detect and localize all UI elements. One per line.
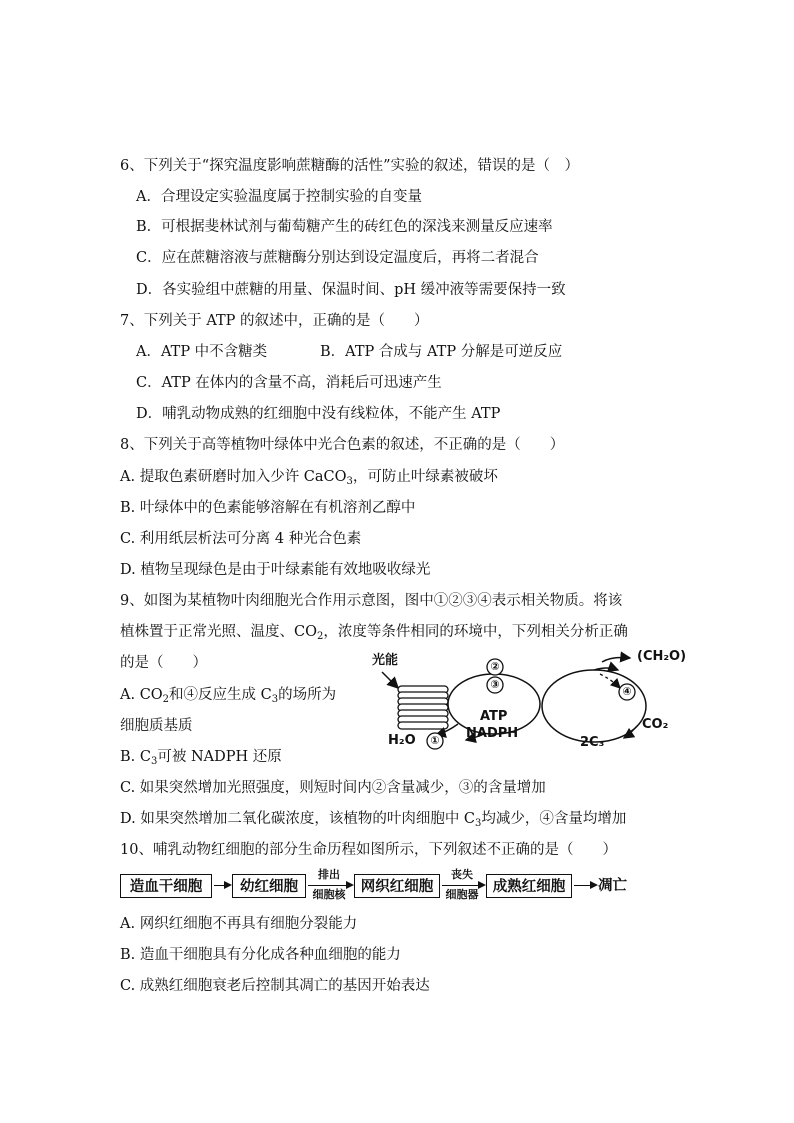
q7-option-c: C．ATP 在体内的含量不高，消耗后可迅速产生 [136,375,442,391]
flow-box-hematopoietic-stem-cell: 造血干细胞 [120,874,212,898]
q9-option-b: B. $C_3$可被 NADPH 还原 [120,749,282,767]
light-energy-label: 光能 [372,653,399,668]
q7-option-b: B．ATP 合成与 ATP 分解是可逆反应 [320,344,563,360]
c3-label: 2C₃ [580,735,605,750]
q7-option-d: D．哺乳动物成熟的红细胞中没有线粒体，不能产生 ATP [136,406,501,422]
flow-label-nucleus: 细胞核 [312,888,346,901]
q6-option-b: B．可根据斐林试剂与葡萄糖产生的砖红色的深浅来测量反应速率 [136,219,553,235]
flow-arrow-1 [214,885,230,886]
q7-option-a: A．ATP 中不含糖类 [136,344,268,360]
photosynthesis-diagram [362,648,702,760]
flow-box-erythroblast: 幼红细胞 [232,874,306,898]
flow-label-organelles: 细胞器 [445,888,479,901]
q9-option-d: D. 如果突然增加二氧化碳浓度，该植物的叶肉细胞中 $C_3$均减少，④含量均增加 [120,811,627,829]
label-2: ② [490,660,500,673]
q8-option-b: B. 叶绿体中的色素能够溶解在有机溶剂乙醇中 [120,500,416,516]
q10-stem: 10、哺乳动物红细胞的部分生命历程如图所示，下列叙述不正确的是（ ） [120,842,617,858]
q10-option-c: C. 成熟红细胞衰老后控制其凋亡的基因开始表达 [120,978,430,994]
q9-stem-line3: 的是（ ） [120,655,207,671]
flow-arrow-4 [574,885,596,886]
q7-stem: 7、下列关于 ATP 的叙述中，正确的是（ ） [120,313,429,329]
label-4: ④ [622,685,632,698]
nadph-label: NADPH [466,726,519,741]
flow-end-apoptosis: 凋亡 [598,877,627,894]
flow-box-reticulocyte: 网织红细胞 [354,874,440,898]
thylakoid-stack [398,686,448,729]
dashed-arrow [600,674,620,688]
q9-option-a-cont: 细胞质基质 [120,718,193,734]
atp-label: ATP [480,709,508,724]
q8-option-d: D. 植物呈现绿色是由于叶绿素能有效地吸收绿光 [120,562,431,578]
co2-label: CO₂ [642,717,669,732]
q9-stem-line2: 植株置于正常光照、温度、$CO_2$，浓度等条件相同的环境中，下列相关分析正确 [120,624,628,642]
calvin-cycle [542,670,646,742]
q10-option-a: A. 网织红细胞不再具有细胞分裂能力 [120,916,358,932]
ch2o-arrow [602,658,630,663]
q8-option-c: C. 利用纸层析法可分离 4 种光合色素 [120,531,362,547]
q9-stem-line1: 9、如图为某植物叶肉细胞光合作用示意图，图中①②③④表示相关物质。将该 [120,593,623,609]
q8-stem: 8、下列关于高等植物叶绿体中光合色素的叙述，不正确的是（ ） [120,437,565,453]
q9-option-a: A. $CO_2$和④反应生成 $C_3$的场所为 [120,687,337,705]
light-arrow [382,672,398,688]
red-blood-cell-flow [120,868,640,901]
label-3: ③ [490,678,500,691]
flow-arrow-2 [308,885,352,886]
q6-option-a: A．合理设定实验温度属于控制实验的自变量 [136,189,422,205]
q8-option-a: A. 提取色素研磨时加入少许 CaCO$_3$，可防止叶绿素被破坏 [120,469,498,487]
label-1: ① [430,734,440,747]
cycle-arrow-top [594,668,618,670]
co2-arrow [624,726,637,738]
h2o-label: H₂O [388,733,416,748]
flow-label-expel: 排出 [318,868,340,881]
ch2o-label: (CH₂O) [637,649,687,664]
q6-option-d: D．各实验组中蔗糖的用量、保温时间、pH 缓冲液等需要保持一致 [136,282,566,298]
flow-arrow-3 [442,885,484,886]
q6-option-c: C．应在蔗糖溶液与蔗糖酶分别达到设定温度后，再将二者混合 [136,250,539,266]
q6-stem: 6、下列关于“探究温度影响蔗糖酶的活性”实验的叙述，错误的是（ ） [120,158,580,174]
flow-box-mature-rbc: 成熟红细胞 [486,874,572,898]
flow-label-lose: 丧失 [451,868,473,881]
q10-option-b: B. 造血干细胞具有分化成各种血细胞的能力 [120,947,401,963]
q9-option-c: C. 如果突然增加光照强度，则短时间内②含量减少，③的含量增加 [120,780,546,796]
